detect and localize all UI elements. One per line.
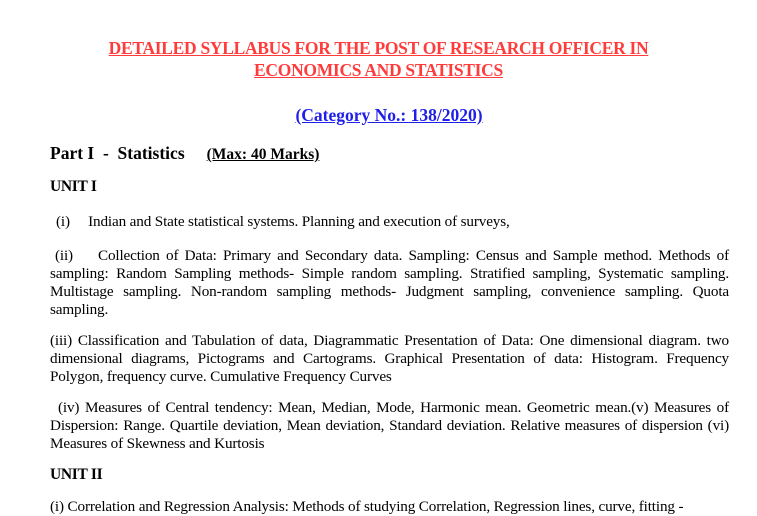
unit-2-heading: UNIT II <box>50 466 103 483</box>
unit-1-item-4: (iv) Measures of Central tendency: Mean, Median, Mode, Harmonic mean. Geometric mean.(v) Measures of Dispersion: Range. Quartile deviation, Mean deviation, Standard deviation. Relative measures of dispersion (vi) Measures of Skewness and Kurtosis <box>50 399 729 452</box>
document-title-line-2: ECONOMICS AND STATISTICS <box>254 60 503 80</box>
unit-1-item-2: (ii) Collection of Data: Primary and Secondary data. Sampling: Census and Sample method. Methods of sampling: Random Sampling methods- Simple random sampling. Stratified sampling, Systematic sampling. Multistage sampling. Non-random sampling methods- Judgment sampling, convenience sampling. Quota sampling. <box>50 247 733 318</box>
document-title-line-1: DETAILED SYLLABUS FOR THE POST OF RESEARCH OFFICER IN <box>108 38 649 58</box>
unit-2-item-1: (i) Correlation and Regression Analysis: Methods of studying Correlation, Regression lines, curve, fitting - <box>50 498 684 515</box>
part-heading <box>50 143 319 164</box>
category-number: (Category No.: 138/2020) <box>295 105 483 125</box>
max-marks: (Max: 40 Marks) <box>206 146 320 163</box>
unit-1-heading: UNIT I <box>50 178 97 195</box>
unit-1-item-3: (iii) Classification and Tabulation of data, Diagrammatic Presentation of Data: One dimensional diagram. two dimensional diagrams, Pictograms and Cartograms. Graphical Presentation of data: Histogram. Frequency Polygon, frequency curve. Cumulative Frequency Curves <box>50 332 729 385</box>
part-title: Part I - Statistics <box>50 143 185 163</box>
unit-1-item-1: (i) Indian and State statistical systems. Planning and execution of surveys, <box>56 213 510 230</box>
